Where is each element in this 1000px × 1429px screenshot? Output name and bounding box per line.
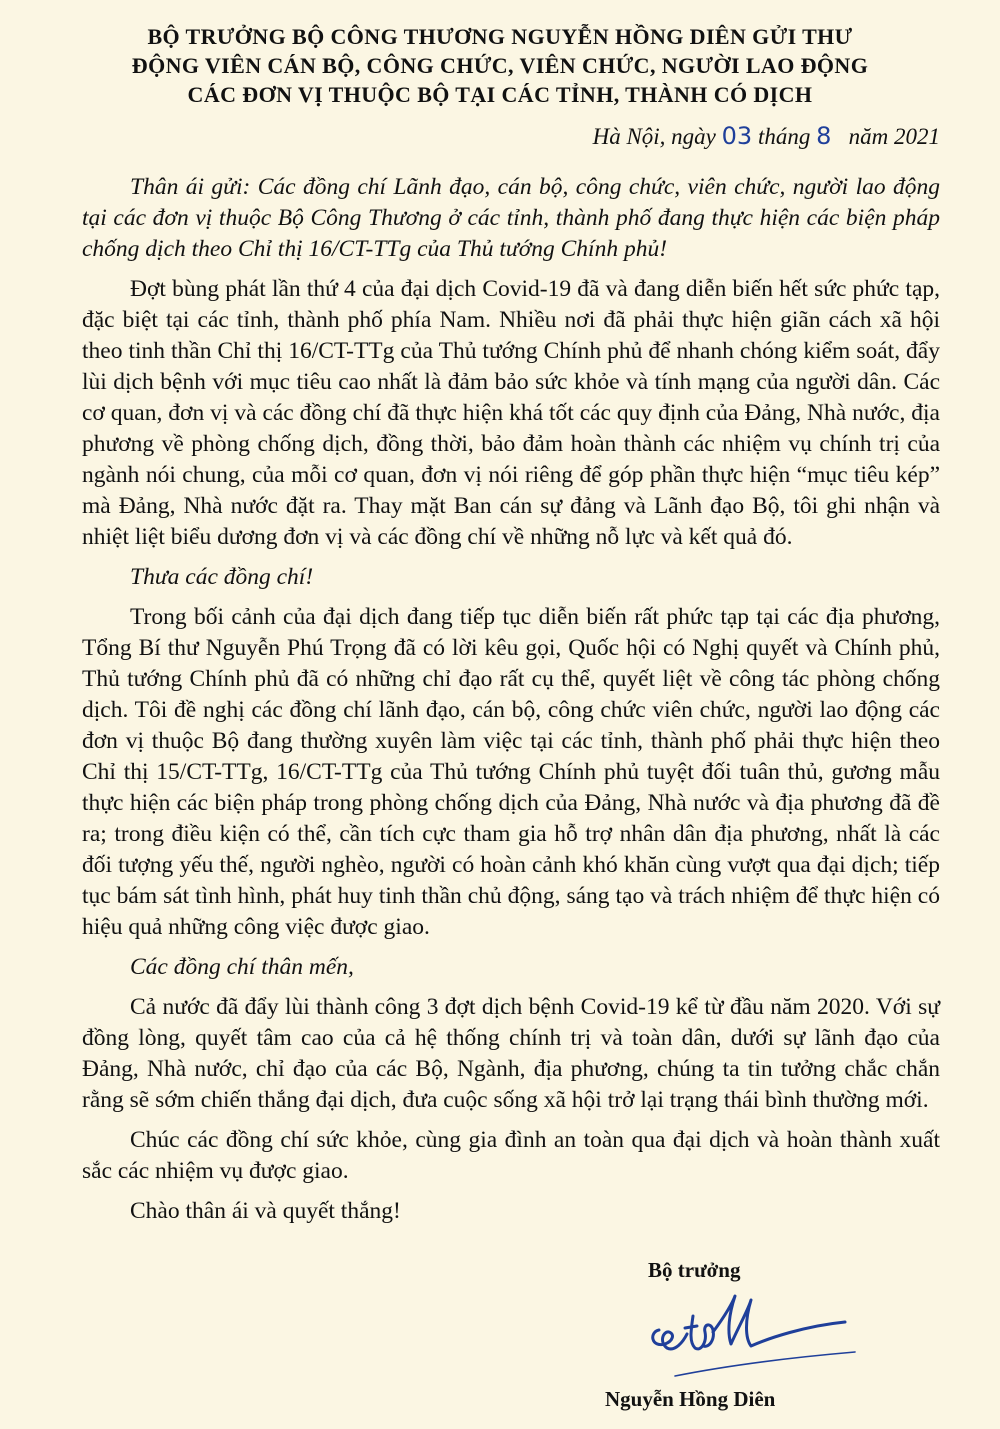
signer-name: Nguyễn Hồng Diên bbox=[605, 1387, 776, 1411]
paragraph-2: Trong bối cảnh của đại dịch đang tiếp tục diễn biến rất phức tạp tại các địa phương, Tổng Bí thư Nguyễn Phú Trọng đã có lời kêu gọi, Quốc hội có Nghị quyết và Chính phủ, Thủ tướng Chính phủ đã có những chỉ đạo rất cụ thể, quyết liệt về công tác phòng chống dịch. Tôi đề nghị các đồng chí lãnh đạo, cán bộ, công chức viên chức, người lao động các đơn vị thuộc Bộ đang thường xuyên làm việc tại các tỉnh, thành phố phải thực hiện theo Chỉ thị 15/CT-TTg, 16/CT-TTg của Thủ tướng Chính phủ tuyệt đối tuân thủ, gương mẫu thực hiện các biện pháp trong phòng chống dịch của Đảng, Nhà nước và địa phương đã đề ra; trong điều kiện có thể, cần tích cực tham gia hỗ trợ nhân dân địa phương, nhất là các đối tượng yếu thế, người nghèo, người có hoàn cảnh khó khăn cùng vượt qua đại dịch; tiếp tục bám sát tình hình, phát huy tinh thần chủ động, sáng tạo và trách nhiệm để thực hiện có hiệu quả những công việc được giao. bbox=[82, 604, 940, 940]
letter-title bbox=[0, 22, 1000, 109]
paragraph-1: Đợt bùng phát lần thứ 4 của đại dịch Covid-19 đã và đang diễn biến hết sức phức tạp, đặc biệt tại các tỉnh, thành phố phía Nam. Nhiều nơi đã phải thực hiện giãn cách xã hội theo tinh thần Chỉ thị 16/CT-TTg của Thủ tướng Chính phủ để nhanh chóng kiểm soát, đẩy lùi dịch bệnh với mục tiêu cao nhất là đảm bảo sức khỏe và tính mạng của người dân. Các cơ quan, đơn vị và các đồng chí đã thực hiện khá tốt các quy định của Đảng, Nhà nước, địa phương về phòng chống dịch, đồng thời, bảo đảm hoàn thành các nhiệm vụ chính trị của ngành nói chung, của mỗi cơ quan, đơn vị nói riêng để góp phần thực hiện “mục tiêu kép” mà Đảng, Nhà nước đặt ra. Thay mặt Ban cán sự đảng và Lãnh đạo Bộ, tôi ghi nhận và nhiệt liệt biểu dương đơn vị và các đồng chí về những nỗ lực và kết quả đó. bbox=[82, 276, 940, 550]
date-place: Hà Nội, ngày bbox=[592, 124, 716, 149]
date-month-label: tháng bbox=[757, 124, 811, 149]
paragraph-4: Chúc các đồng chí sức khỏe, cùng gia đình an toàn qua đại dịch và hoàn thành xuất sắc các nhiệm vụ được giao. bbox=[82, 1127, 940, 1184]
letter-body bbox=[82, 172, 940, 1236]
date-day: 03 bbox=[721, 122, 753, 150]
closing: Chào thân ái và quyết thắng! bbox=[130, 1198, 401, 1224]
paragraph-3: Cả nước đã đẩy lùi thành công 3 đợt dịch bệnh Covid-19 kể từ đầu năm 2020. Với sự đồng lòng, quyết tâm cao của cả hệ thống chính trị và toàn dân, dưới sự lãnh đạo của Đảng, Nhà nước, chỉ đạo của các Bộ, Ngành, địa phương, chúng ta tin tưởng chắc chắn rằng sẽ sớm chiến thắng đại dịch, đưa cuộc sống xã hội trở lại trạng thái bình thường mới. bbox=[82, 994, 940, 1113]
signature-image bbox=[645, 1286, 875, 1386]
greeting: Thân ái gửi: Các đồng chí Lãnh đạo, cán bộ, công chức, viên chức, người lao động tại các đơn vị thuộc Bộ Công Thương ở các tỉnh, thành phố đang thực hiện các biện pháp chống dịch theo Chỉ thị 16/CT-TTg của Thủ tướng Chính phủ! bbox=[82, 174, 940, 262]
dateline bbox=[593, 122, 940, 150]
salutation-2: Các đồng chí thân mến, bbox=[130, 954, 354, 980]
date-month: 8 bbox=[816, 122, 832, 150]
date-year: năm 2021 bbox=[848, 124, 940, 149]
signer-title: Bộ trưởng bbox=[648, 1258, 741, 1282]
title-line-2: ĐỘNG VIÊN CÁN BỘ, CÔNG CHỨC, VIÊN CHỨC, NGƯỜI LAO ĐỘNG bbox=[131, 53, 869, 78]
title-line-3: CÁC ĐƠN VỊ THUỘC BỘ TẠI CÁC TỈNH, THÀNH CÓ DỊCH bbox=[187, 82, 813, 107]
salutation-1: Thưa các đồng chí! bbox=[130, 564, 314, 590]
title-line-1: BỘ TRƯỞNG BỘ CÔNG THƯƠNG NGUYỄN HỒNG DIÊN GỬI THƯ bbox=[147, 24, 853, 49]
